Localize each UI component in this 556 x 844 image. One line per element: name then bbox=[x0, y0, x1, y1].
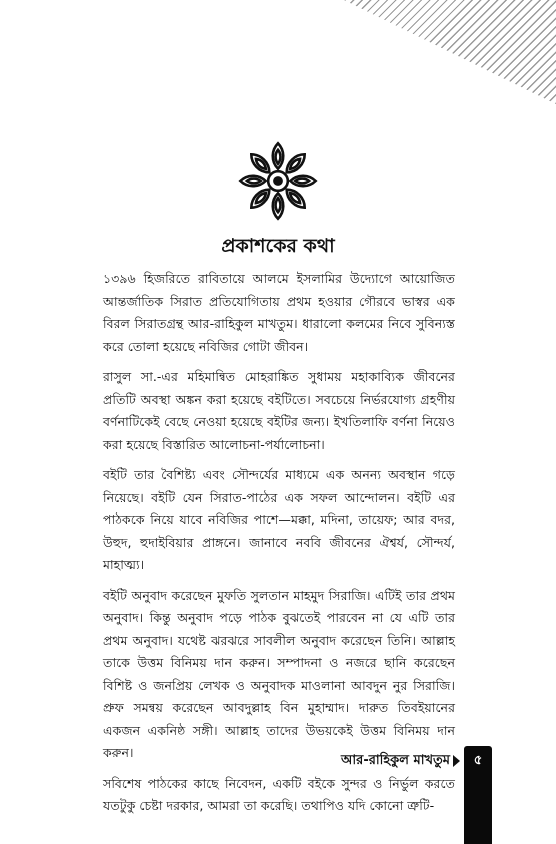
paragraph: ১৩৯৬ হিজরিতে রাবিতায়ে আলমে ইসলামির উদ্যোগে আয়োজিত আন্তর্জাতিক সিরাত প্রতিযোগিতায় প্রথম হওয়ার গৌরবে ভাস্বর এক বিরল সিরাতগ্রন্থ আর-রাহিকুল মাখতুম। ধারালো কলমের নিবে সুবিন্যস্ত করে তোলা হয়েছে নবিজির গোটা জীবন। bbox=[103, 271, 455, 354]
paragraph: বইটি তার বৈশিষ্ট্য এবং সৌন্দর্যের মাধ্যমে এক অনন্য অবস্থান গড়ে নিয়েছে। বইটি যেন সিরাত-পাঠের এক সফল আন্দোলন। বইটি এর পাঠককে নিয়ে যাবে নবিজির পাশে—মক্কা, মদিনা, তায়েফ; আর বদর, উহুদ, হুদাইবিয়ার প্রাঙ্গনে। জানাবে নববি জীবনের ঐশ্বর্য, সৌন্দর্য, মাহাত্ম্য। bbox=[103, 467, 455, 572]
paragraph: সবিশেষ পাঠকের কাছে নিবেদন, একটি বইকে সুন্দর ও নির্ভুল করতে যতটুকু চেষ্টা দরকার, আমরা তা করেছি। তথাপিও যদি কোনো ত্রুটি- bbox=[103, 775, 455, 813]
page-number-tab bbox=[464, 746, 492, 844]
footer-book-title: আর-রাহিকুল মাখতুম bbox=[341, 753, 450, 768]
foreword-body bbox=[103, 268, 455, 826]
triangle-right-icon bbox=[453, 755, 460, 767]
flower-ornament-icon bbox=[237, 140, 319, 222]
corner-hatch-decoration bbox=[344, 0, 556, 104]
paragraph: বইটি অনুবাদ করেছেন মুফতি সুলতান মাহমুদ সিরাজি। এটিই তার প্রথম অনুবাদ। কিন্তু অনুবাদ পড়ে পাঠক বুঝতেই পারবেন না যে এটি তার প্রথম অনুবাদ। যথেষ্ট ঝরঝরে সাবলীল অনুবাদ করেছেন তিনি। আল্লাহ তাকে উত্তম বিনিময় দান করুন। সম্পাদনা ও নজরে ছানি করেছেন বিশিষ্ট ও জনপ্রিয় লেখক ও অনুবাদক মাওলানা আবদুন নুর সিরাজি। প্রুফ সমন্বয় করেছেন আবদুল্লাহ বিন মুহাম্মাদ। দারুত তিবইয়ানের একজন একনিষ্ঠ সঙ্গী। আল্লাহ তাদের উভয়কেই উত্তম বিনিময় দান করুন। bbox=[103, 587, 455, 760]
page-number: ৫ bbox=[473, 753, 483, 768]
page-heading: প্রকাশকের কথা bbox=[221, 235, 335, 257]
paragraph: রাসুল সা.-এর মহিমান্বিত মোহরাঙ্কিত সুধাময় মহাকাব্যিক জীবনের প্রতিটি অবস্থা অঙ্কন করা হয়েছে বইটিতে। সবচেয়ে নির্ভরযোগ্য গ্রহণীয় বর্ণনাটিকেই বেছে নেওয়া হয়েছে বইটির জন্য। ইখতিলাফি বর্ণনা নিয়েও করা হয়েছে বিস্তারিত আলোচনা-পর্যালোচনা। bbox=[103, 369, 455, 452]
